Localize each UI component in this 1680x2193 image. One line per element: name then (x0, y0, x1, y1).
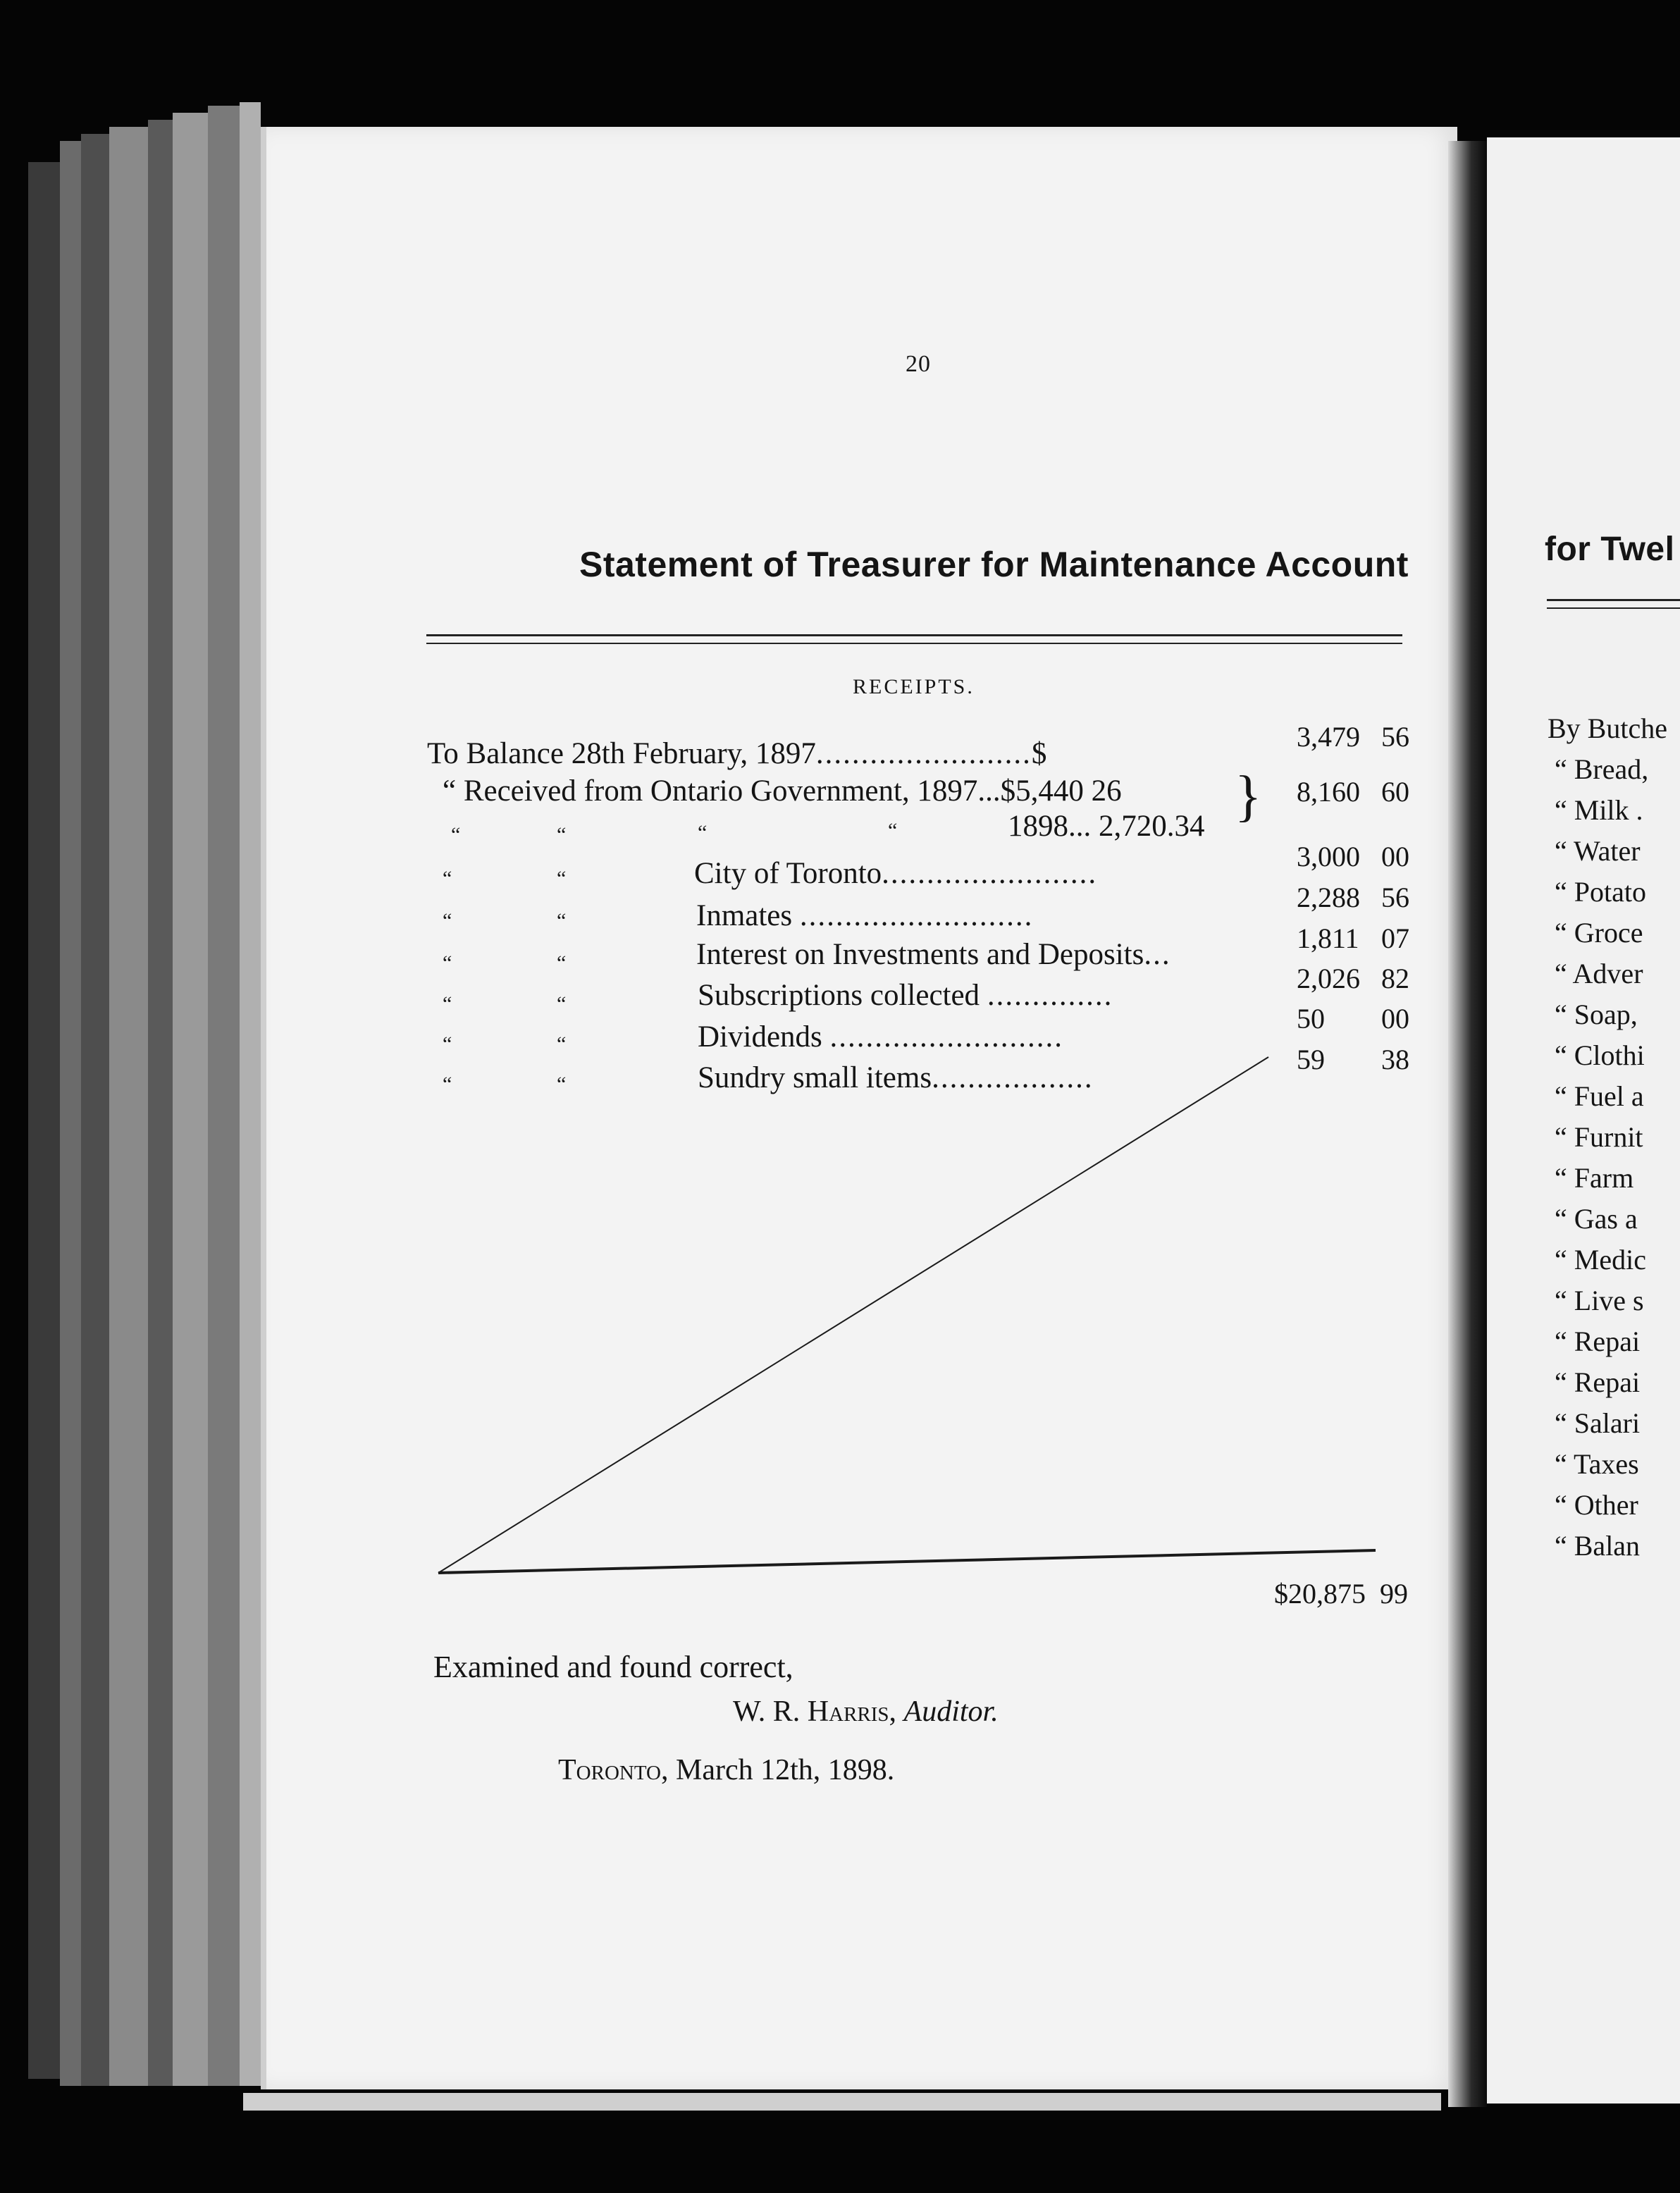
receipt-label-text: Subscriptions collected (698, 979, 980, 1012)
facing-list-item: “ Milk . (1555, 794, 1643, 826)
place-date (558, 1753, 894, 1787)
receipt-cents: 60 (1381, 776, 1409, 808)
facing-list-item: “ Fuel a (1555, 1080, 1644, 1112)
ditto-mark: “ (557, 1073, 569, 1096)
ditto-mark: “ (443, 951, 455, 975)
receipt-cents: 56 (1381, 882, 1409, 913)
examined-note: Examined and found correct, (433, 1650, 793, 1684)
leader-dots: ... (1144, 938, 1171, 971)
receipt-label-text: Sundry small items (698, 1061, 932, 1094)
dollar-sign: $ (1031, 737, 1047, 770)
facing-list-item: “ Repai (1555, 1366, 1641, 1398)
facing-title-rule-bottom (1547, 607, 1680, 609)
grand-total (1274, 1577, 1408, 1610)
receipt-cents: 38 (1381, 1044, 1409, 1075)
receipt-label-text: Interest on Investments and Deposits (696, 938, 1144, 971)
receipt-cents: 00 (1381, 841, 1409, 872)
brace: } (1235, 765, 1262, 827)
facing-list-item: “ Water (1555, 835, 1641, 867)
facing-list-item: “ Potato (1555, 876, 1646, 908)
facing-list-item: “ Other (1555, 1489, 1638, 1521)
facing-list-item: “ Repai (1555, 1326, 1641, 1357)
facing-list-item: “ Gas a (1555, 1203, 1638, 1235)
place: Toronto, (558, 1754, 669, 1786)
receipt-dollars: 8,160 (1297, 776, 1360, 808)
receipt-dollars: 3,000 (1297, 841, 1360, 872)
auditor-signature (733, 1695, 999, 1729)
facing-list-item: “ Bread, (1555, 753, 1649, 785)
facing-list-item: By Butche (1548, 712, 1667, 744)
facing-list-item: “ Clothi (1555, 1039, 1645, 1071)
diagonal-line (438, 1057, 1268, 1573)
facing-list-item: “ Farm (1555, 1162, 1634, 1194)
leader-dots: .................. (932, 1061, 1094, 1094)
ditto-mark: “ (443, 1073, 455, 1096)
ditto-mark: “ (557, 1032, 569, 1056)
ditto-mark: “ (557, 823, 569, 846)
receipt-dollars: 2,026 (1297, 963, 1360, 994)
leader-dots: .......................... (799, 899, 1034, 932)
page-title: Statement of Treasurer for Maintenance Account (579, 545, 1409, 584)
facing-title-rule-top (1547, 599, 1680, 601)
leader-dots: ........................ (882, 857, 1098, 890)
auditor-name: W. R. Harris, (733, 1695, 897, 1728)
ditto-mark: “ (557, 909, 569, 932)
facing-list-item: “ Adver (1555, 958, 1643, 989)
date: March 12th, 1898. (675, 1754, 895, 1786)
ditto-mark: “ (557, 992, 569, 1015)
leader-dots: .......................... (829, 1020, 1064, 1054)
ditto-mark: “ (443, 992, 455, 1015)
receipt-dollars: 1,811 (1297, 922, 1359, 954)
receipt-dollars: 3,479 (1297, 721, 1360, 753)
facing-list-item: “ Groce (1555, 917, 1643, 949)
ditto-mark: “ (443, 1032, 455, 1056)
ditto-mark: “ (888, 819, 901, 842)
receipt-dollars: 50 (1297, 1003, 1325, 1034)
receipt-label-text: To Balance 28th February, 1897 (427, 737, 816, 770)
facing-list-item: “ Furnit (1555, 1121, 1643, 1153)
receipt-label-text: City of Toronto (694, 857, 882, 890)
ditto-mark: “ (557, 867, 569, 890)
ditto-mark: “ (443, 867, 455, 890)
receipt-cents: 07 (1381, 922, 1409, 954)
receipt-dollars: 2,288 (1297, 882, 1360, 913)
facing-page-title: for Twel (1545, 531, 1675, 568)
total-cents: 99 (1380, 1578, 1408, 1610)
facing-list-item: “ Soap, (1555, 999, 1638, 1030)
facing-list-item: “ Balan (1555, 1530, 1641, 1562)
leader-dots: ........................ (815, 737, 1032, 770)
receipt-cents: 00 (1381, 1003, 1409, 1034)
total-rule (438, 1550, 1376, 1573)
leader-dots: .............. (987, 979, 1113, 1012)
ditto-mark: “ (443, 909, 455, 932)
receipt-cents: 82 (1381, 963, 1409, 994)
total-dollars: $20,875 (1274, 1578, 1366, 1610)
ditto-mark: “ (451, 823, 464, 846)
section-heading: RECEIPTS. (853, 675, 975, 698)
auditor-title: Auditor. (903, 1695, 999, 1728)
facing-page-list (1548, 712, 1667, 1570)
receipt-label: “ Received from Ontario Government, 1897...$5,440 26 (443, 774, 1122, 808)
facing-list-item: “ Medic (1555, 1244, 1646, 1275)
receipt-label-text: Dividends (698, 1020, 822, 1054)
facing-list-item: “ Salari (1555, 1407, 1641, 1439)
facing-list-item: “ Live s (1555, 1285, 1644, 1316)
receipt-cents: 56 (1381, 721, 1409, 753)
receipt-label-text: Inmates (696, 899, 793, 932)
page-number: 20 (906, 351, 931, 377)
receipt-label: 1898... 2,720.34 (1008, 810, 1205, 843)
ditto-mark: “ (557, 951, 569, 975)
ditto-mark: “ (698, 821, 710, 844)
receipt-dollars: 59 (1297, 1044, 1325, 1075)
facing-list-item: “ Taxes (1555, 1448, 1639, 1480)
